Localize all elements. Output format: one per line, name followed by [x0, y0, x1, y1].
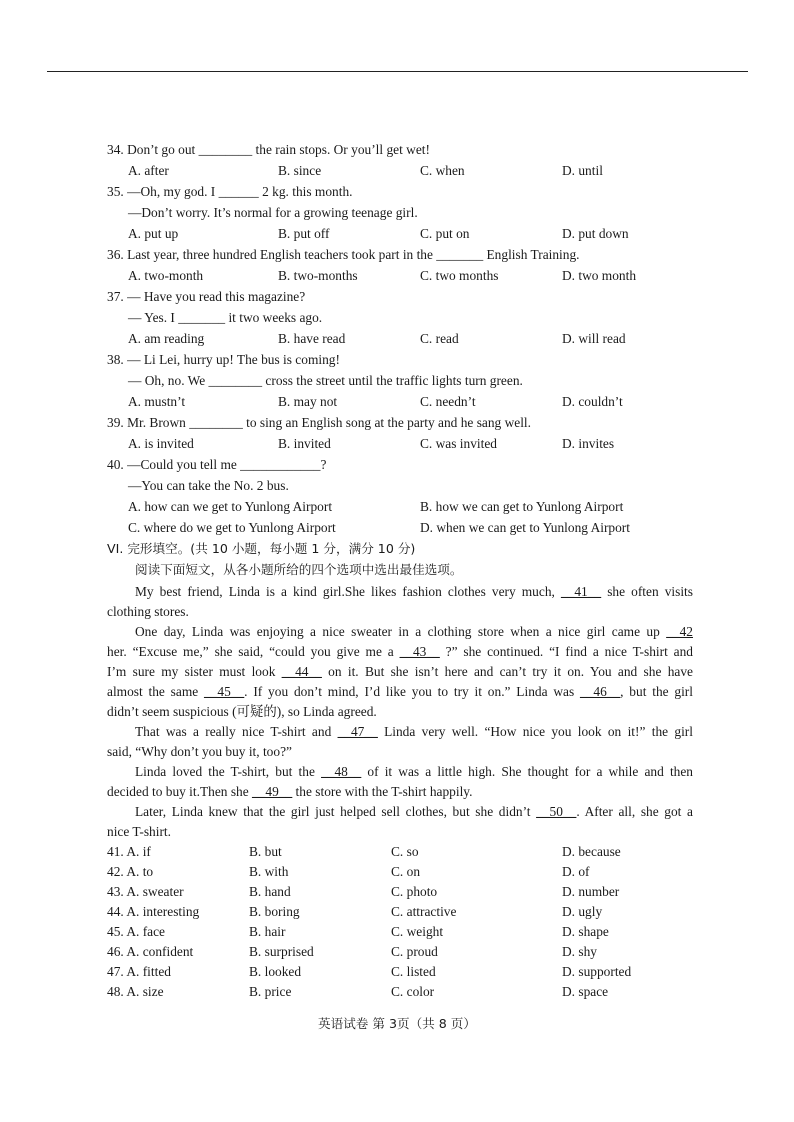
question-40-option-b: B. how we can get to Yunlong Airport — [420, 499, 624, 514]
passage-p4-line2 — [107, 783, 697, 800]
question-38-option-b: B. may not — [278, 394, 338, 409]
cloze-47-option-b: B. looked — [249, 964, 302, 979]
cloze-45-option-c: C. weight — [391, 924, 444, 939]
cloze-48-option-b: B. price — [249, 984, 292, 999]
question-38-reply: — Oh, no. We ________ cross the street until the traffic lights turn green. — [128, 373, 523, 388]
passage-p2-line1 — [135, 623, 693, 640]
passage-text: of it was a little high. She thought for a while and then — [361, 764, 693, 779]
cloze-42-option-d: D. of — [562, 864, 590, 879]
question-39-stem: 39. Mr. Brown ________ to sing an English song at the party and he sang well. — [107, 415, 531, 430]
cloze-46-option-d: D. shy — [562, 944, 597, 959]
question-36-option-a: A. two-month — [128, 268, 204, 283]
passage-p3-line2: said, “Why don’t you buy it, too?” — [107, 744, 292, 759]
question-37-reply: — Yes. I _______ it two weeks ago. — [128, 310, 323, 325]
cloze-48-option-a: 48. A. size — [107, 984, 164, 999]
cloze-43-option-d: D. number — [562, 884, 620, 899]
cloze-44-option-b: B. boring — [249, 904, 300, 919]
cloze-43-option-c: C. photo — [391, 884, 438, 899]
question-37-option-a: A. am reading — [128, 331, 205, 346]
question-40-option-a: A. how can we get to Yunlong Airport — [128, 499, 333, 514]
cloze-45-option-a: 45. A. face — [107, 924, 166, 939]
passage-p2-line4 — [107, 683, 693, 700]
question-38-option-d: D. couldn’t — [562, 394, 623, 409]
blank-48: __48__ — [321, 764, 362, 779]
cloze-42-option-c: C. on — [391, 864, 421, 879]
question-34-option-a: A. after — [128, 163, 169, 178]
cloze-48-option-d: D. space — [562, 984, 609, 999]
passage-p1-line2: clothing stores. — [107, 604, 189, 619]
cloze-42-option-b: B. with — [249, 864, 289, 879]
passage-text: she often visits — [601, 584, 693, 599]
passage-text: decided to buy it.Then she — [107, 784, 253, 799]
question-37-option-c: C. read — [420, 331, 459, 346]
passage-p4-line1 — [135, 763, 693, 780]
passage-p1-line1 — [135, 583, 693, 600]
blank-46: __46__ — [579, 684, 621, 699]
passage-text: Linda loved the T-shirt, but the — [135, 764, 322, 779]
blank-43: __43__ — [399, 644, 440, 659]
question-36-option-c: C. two months — [420, 268, 499, 283]
passage-text: My best friend, Linda is a kind girl.She likes fashion clothes very much, — [135, 584, 561, 599]
passage-text: on it. But she isn’t here and can’t try it on. You and she have — [321, 664, 693, 679]
question-39-option-c: C. was invited — [420, 436, 497, 451]
blank-47: __47__ — [337, 724, 378, 739]
passage-text: That was a really nice T-shirt and — [135, 724, 338, 739]
cloze-44-option-d: D. ugly — [562, 904, 603, 919]
passage-text: Linda very well. “How nice you look on it!” the girl — [377, 724, 693, 739]
page-footer: 英语试卷 第 3页（共 8 页） — [318, 1016, 476, 1031]
cloze-41-option-b: B. but — [249, 844, 282, 859]
passage-text: One day, Linda was enjoying a nice sweater in a clothing store when a nice girl came up — [135, 624, 667, 639]
question-40-option-c: C. where do we get to Yunlong Airport — [128, 520, 336, 535]
cloze-43-option-a: 43. A. sweater — [107, 884, 184, 899]
passage-text: . If you don’t mind, I’d like you to try it on.” Linda was — [244, 684, 580, 699]
cloze-44-option-c: C. attractive — [391, 904, 457, 919]
question-34-option-b: B. since — [278, 163, 322, 178]
question-35-option-b: B. put off — [278, 226, 330, 241]
blank-42: __42 — [666, 624, 693, 639]
cloze-46-option-c: C. proud — [391, 944, 438, 959]
cloze-41-option-d: D. because — [562, 844, 621, 859]
question-40-reply: —You can take the No. 2 bus. — [128, 478, 289, 493]
cloze-47-option-a: 47. A. fitted — [107, 964, 171, 979]
blank-49: __49__ — [252, 784, 293, 799]
cloze-45-option-d: D. shape — [562, 924, 609, 939]
cloze-42-option-a: 42. A. to — [107, 864, 154, 879]
section-6-heading: VI. 完形填空。(共 10 小题，每小题 1 分，满分 10 分) — [107, 541, 416, 556]
passage-p5-line1 — [135, 803, 693, 820]
question-35-option-d: D. put down — [562, 226, 629, 241]
cloze-46-option-b: B. surprised — [249, 944, 314, 959]
cloze-48-option-c: C. color — [391, 984, 435, 999]
question-36-option-b: B. two-months — [278, 268, 358, 283]
question-38-option-a: A. mustn’t — [128, 394, 186, 409]
question-36-option-d: D. two month — [562, 268, 637, 283]
passage-text: almost the same — [107, 684, 204, 699]
question-39-option-a: A. is invited — [128, 436, 194, 451]
header-rule — [47, 71, 748, 72]
question-35-option-a: A. put up — [128, 226, 179, 241]
question-34-option-c: C. when — [420, 163, 465, 178]
question-34-option-d: D. until — [562, 163, 603, 178]
question-39-option-b: B. invited — [278, 436, 331, 451]
blank-44: __44__ — [281, 664, 322, 679]
cloze-47-option-d: D. supported — [562, 964, 632, 979]
cloze-41-option-c: C. so — [391, 844, 419, 859]
question-35-stem: 35. —Oh, my god. I ______ 2 kg. this month. — [107, 184, 353, 199]
question-39-option-d: D. invites — [562, 436, 615, 451]
passage-text: ?” she continued. “I find a nice T-shirt and — [439, 644, 693, 659]
passage-p2-line2 — [107, 643, 693, 660]
question-36-stem: 36. Last year, three hundred English teachers took part in the _______ English Training. — [107, 247, 580, 262]
passage-text: , but the girl — [620, 684, 693, 699]
question-35-reply: —Don’t worry. It’s normal for a growing teenage girl. — [128, 205, 418, 220]
cloze-46-option-a: 46. A. confident — [107, 944, 194, 959]
question-38-option-c: C. needn’t — [420, 394, 476, 409]
passage-p2-line5: didn’t seem suspicious (可疑的), so Linda agreed. — [107, 704, 377, 719]
question-34-stem: 34. Don’t go out ________ the rain stops. Or you’ll get wet! — [107, 142, 430, 157]
question-37-option-d: D. will read — [562, 331, 626, 346]
blank-50: __50__ — [536, 804, 577, 819]
question-38-stem: 38. — Li Lei, hurry up! The bus is coming! — [107, 352, 340, 367]
passage-text: . After all, she got a — [576, 804, 693, 819]
passage-p3-line1 — [135, 723, 693, 740]
cloze-47-option-c: C. listed — [391, 964, 436, 979]
blank-45: __45__ — [204, 684, 245, 699]
passage-text: her. “Excuse me,” she said, “could you give me a — [107, 644, 400, 659]
blank-41: __41__ — [560, 584, 602, 599]
cloze-41-option-a: 41. A. if — [107, 844, 151, 859]
question-37-option-b: B. have read — [278, 331, 346, 346]
section-6-instruction: 阅读下面短文，从各小题所给的四个选项中选出最佳选项。 — [135, 562, 463, 577]
cloze-44-option-a: 44. A. interesting — [107, 904, 200, 919]
passage-text: Later, Linda knew that the girl just helped sell clothes, but she didn’t — [135, 804, 537, 819]
question-37-stem: 37. — Have you read this magazine? — [107, 289, 306, 304]
question-40-stem: 40. —Could you tell me ____________? — [107, 457, 327, 472]
cloze-45-option-b: B. hair — [249, 924, 286, 939]
cloze-43-option-b: B. hand — [249, 884, 291, 899]
passage-p5-line2: nice T-shirt. — [107, 824, 171, 839]
passage-text: I’m sure my sister must look — [107, 664, 282, 679]
passage-text: the store with the T-shirt happily. — [292, 784, 473, 799]
passage-p2-line3 — [107, 663, 693, 680]
question-35-option-c: C. put on — [420, 226, 470, 241]
question-40-option-d: D. when we can get to Yunlong Airport — [420, 520, 630, 535]
